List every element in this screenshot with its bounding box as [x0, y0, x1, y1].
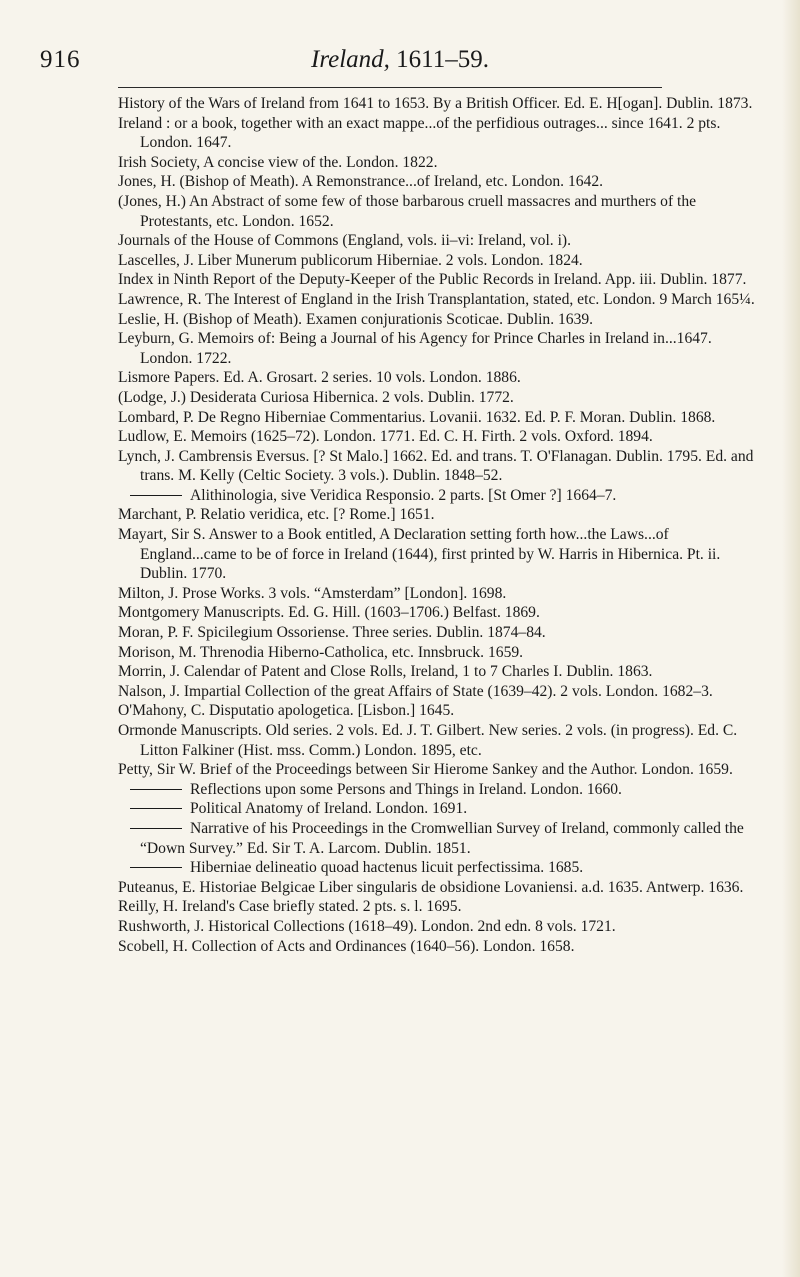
bibliography-list	[118, 94, 764, 956]
ditto-rule	[130, 828, 182, 829]
running-title	[40, 46, 760, 74]
entry-lismore: Lismore Papers. Ed. A. Grosart. 2 series. 10 vols. London. 1886.	[118, 369, 521, 387]
entry-omahony: O'Mahony, C. Disputatio apologetica. [Lisbon.] 1645.	[118, 702, 455, 720]
entry-ormonde: Ormonde Manuscripts. Old series. 2 vols. Ed. J. T. Gilbert. New series. 2 vols. (in progress). Ed. C. Litton Falkiner (Hist. mss. Comm.) London. 1895, etc.	[118, 722, 738, 759]
entry-history-wars: History of the Wars of Ireland from 1641 to 1653. By a British Officer. Ed. E. H[ogan]. Dublin. 1873.	[118, 95, 753, 112]
entry-morrin: Morrin, J. Calendar of Patent and Close Rolls, Ireland, 1 to 7 Charles I. Dublin. 1863.	[118, 663, 653, 681]
entry-petty-narrative	[118, 819, 764, 858]
header-rule	[118, 87, 662, 88]
entry-journals-commons: Journals of the House of Commons (England, vols. ii–vi: Ireland, vol. i).	[118, 232, 572, 250]
entry-irish-society: Irish Society, A concise view of the. London. 1822.	[118, 153, 438, 171]
running-header	[40, 46, 760, 80]
entry-milton: Milton, J. Prose Works. 3 vols. “Amsterdam” [London]. 1698.	[118, 584, 507, 602]
ditto-rule	[130, 495, 182, 496]
ditto-rule	[130, 867, 182, 868]
entry-puteanus: Puteanus, E. Historiae Belgicae Liber singularis de obsidione Lovaniensi. a.d. 1635. Antwerp. 1636.	[118, 878, 744, 896]
entry-jones-abstract: (Jones, H.) An Abstract of some few of those barbarous cruell massacres and murthers of the Protestants, etc. London. 1652.	[118, 192, 697, 230]
entry-montgomery: Montgomery Manuscripts. Ed. G. Hill. (1603–1706.) Belfast. 1869.	[118, 604, 540, 622]
entry-morison: Morison, M. Threnodia Hiberno-Catholica, etc. Innsbruck. 1659.	[118, 643, 524, 661]
entry-lodge: (Lodge, J.) Desiderata Curiosa Hibernica. 2 vols. Dublin. 1772.	[118, 388, 514, 406]
entry-text: Political Anatomy of Ireland. London. 1691.	[190, 800, 468, 818]
running-title-dates: 1611–59.	[389, 46, 489, 73]
entry-lombard: Lombard, P. De Regno Hiberniae Commentarius. Lovanii. 1632. Ed. P. F. Moran. Dublin. 1868.	[118, 408, 716, 426]
entry-nalson: Nalson, J. Impartial Collection of the great Affairs of State (1639–42). 2 vols. London. 1682–3.	[118, 682, 713, 700]
entry-index-ninth-report: Index in Ninth Report of the Deputy-Keeper of the Public Records in Ireland. App. iii. Dublin. 1877.	[118, 271, 747, 289]
entry-petty-hiberniae	[118, 858, 764, 878]
entry-rushworth: Rushworth, J. Historical Collections (1618–49). London. 2nd edn. 8 vols. 1721.	[118, 917, 616, 935]
entry-scobell: Scobell, H. Collection of Acts and Ordinances (1640–56). London. 1658.	[118, 937, 575, 955]
entry-petty: Petty, Sir W. Brief of the Proceedings between Sir Hierome Sankey and the Author. London. 1659.	[118, 761, 733, 779]
page-number: 916	[40, 46, 81, 73]
entry-text: Hiberniae delineatio quoad hactenus licuit perfectissima. 1685.	[190, 859, 584, 877]
entry-lascelles: Lascelles, J. Liber Munerum publicorum Hiberniae. 2 vols. London. 1824.	[118, 251, 583, 269]
entry-ireland-book: Ireland : or a book, together with an exact mappe...of the perfidious outrages... since 1641. 2 pts. London. 1647.	[118, 114, 721, 152]
entry-leslie: Leslie, H. (Bishop of Meath). Examen conjurationis Scoticae. Dublin. 1639.	[118, 310, 594, 328]
ditto-rule	[130, 789, 182, 790]
entry-leyburn: Leyburn, G. Memoirs of: Being a Journal of his Agency for Prince Charles in Ireland in...1647. London. 1722.	[118, 330, 712, 367]
entry-petty-reflections	[118, 780, 764, 800]
entry-text: Reflections upon some Persons and Things in Ireland. London. 1660.	[190, 780, 622, 798]
entry-petty-political-anatomy	[118, 799, 764, 819]
entry-moran: Moran, P. F. Spicilegium Ossoriense. Three series. Dublin. 1874–84.	[118, 624, 546, 642]
entry-text: Narrative of his Proceedings in the Cromwellian Survey of Ireland, commonly called the “Down Survey.” Ed. Sir T. A. Larcom. Dublin. 1851.	[140, 819, 744, 857]
entry-lawrence: Lawrence, R. The Interest of England in the Irish Transplantation, stated, etc. London. 9 March 165¼.	[118, 290, 755, 308]
entry-jones-remonstrance: Jones, H. (Bishop of Meath). A Remonstrance...of Ireland, etc. London. 1642.	[118, 173, 604, 191]
running-title-italic: Ireland,	[311, 46, 390, 73]
entry-lynch-alithinologia	[118, 486, 764, 506]
ditto-rule	[130, 808, 182, 809]
entry-text: Alithinologia, sive Veridica Responsio. 2 parts. [St Omer ?] 1664–7.	[190, 486, 617, 504]
entry-ludlow: Ludlow, E. Memoirs (1625–72). London. 1771. Ed. C. H. Firth. 2 vols. Oxford. 1894.	[118, 428, 653, 446]
entry-mayart: Mayart, Sir S. Answer to a Book entitled, A Declaration setting forth how...the Laws...of England...came to be of force in Ireland (1644), first printed by W. Harris in Hibernica. Pt. ii. Dublin. 1770.	[118, 526, 721, 583]
entry-reilly: Reilly, H. Ireland's Case briefly stated. 2 pts. s. l. 1695.	[118, 898, 462, 916]
page-edge	[782, 0, 800, 1277]
entry-lynch: Lynch, J. Cambrensis Eversus. [? St Malo.] 1662. Ed. and trans. T. O'Flanagan. Dublin. 1795. Ed. and trans. M. Kelly (Celtic Society. 3 vols.). Dublin. 1848–52.	[118, 447, 754, 485]
entry-marchant: Marchant, P. Relatio veridica, etc. [? Rome.] 1651.	[118, 506, 435, 524]
